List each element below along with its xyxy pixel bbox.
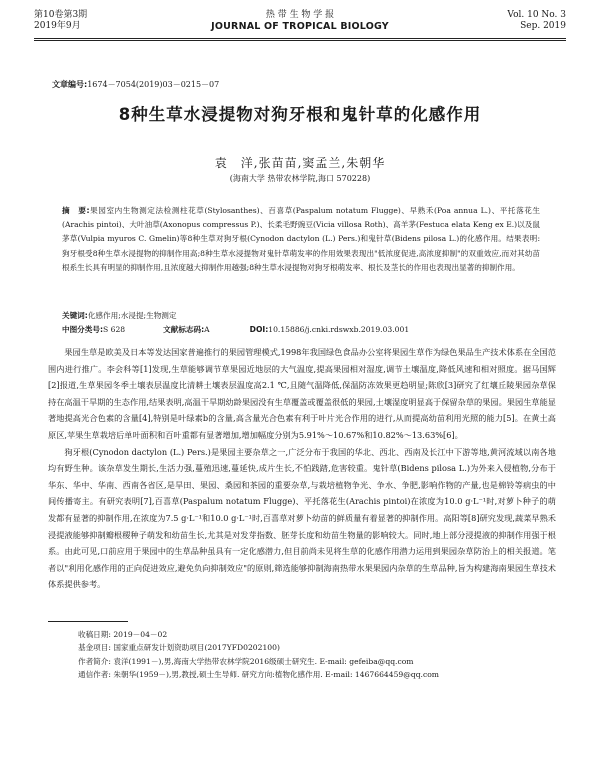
doc-code-label: 文献标志码: bbox=[163, 325, 205, 334]
affiliation: (海南大学 热带农林学院,海口 570228) bbox=[229, 174, 371, 183]
doc-code-value: A bbox=[204, 325, 210, 334]
journal-name-en: JOURNAL OF TROPICAL BIOLOGY bbox=[211, 21, 389, 32]
article-number bbox=[52, 79, 219, 90]
article-number-label: 文章编号: bbox=[52, 80, 88, 89]
paper-title: 8种生草水浸提物对狗牙根和鬼针草的化感作用 bbox=[118, 105, 482, 124]
date-en: Sep. 2019 bbox=[520, 21, 566, 31]
footnote-corresponding: 通信作者: 朱朝华(1959－),男,教授,硕士生导师. 研究方向:植物化感作用. E-mail: 1467664459@qq.com bbox=[78, 670, 439, 680]
footnotes bbox=[78, 628, 558, 682]
footnote-rule bbox=[48, 621, 128, 622]
abstract-text: 果园室内生物测定法检测柱花草(Stylosanthes)、百喜草(Paspalum notatum Flugge)、早熟禾(Poa annua L.)、平托落花生(Arachis pintoi)、大叶油草(Axonopus compressus P.)、长柔毛野豌豆(Vicia villosa Roth)、高羊茅(Festuca elata Keng ex E.)以及鼠茅草(Vulpia myuros C. Gmelin)等8种生草对狗牙根(Cynodon dactylon (L.) Pers.)和鬼针草(Bidens pilosa L.)的化感作用。结果表明:狗牙根受8种生草水浸提物的抑制作用高;8种生草水浸提物对鬼针草萌发率的作用效果表现出"低浓度促进,高浓度抑制"的双重效应,而对其幼苗根系生长具有明显的抑制作用,且浓度越大抑制作用越强;8种生草水浸提物对狗牙根萌发率、根长及茎长的作用也表现出显著的抑制作用。 bbox=[62, 206, 540, 272]
header-rule-bottom bbox=[34, 40, 566, 41]
abstract bbox=[62, 204, 540, 275]
classification-line bbox=[62, 323, 540, 337]
body-paragraph-1: 果园生草是欧美及日本等发达国家普遍推行的果园管理模式,1998年我国绿色食品办公室将果园生草作为绿色果品生产技术体系在全国范围内进行推广。李会科等[1]发现,生草能够调节草果园近地层的大气温度,提高果园相对湿度,调节土壤温度,降低风速和相对照度。据马国辉[2]报道,生草果园冬季土壤表层温度比清耕土壤表层温度高2.1 ℃,且随气温降低,保温防冻效果更趋明显;陈欣[3]研究了红壤丘陵果园杂草保持在高温干旱期的生态作用,结果表明,高温干旱期幼龄果园没有生草覆盖或覆盖很低的果园,土壤湿度明显高于保留杂草的果园。果园生草能显著地提高光合色素的含量[4],特别是叶绿素b的含量,高含量光合色素有利于叶片光合作用的进行,从而提高幼苗利用光照的能力[5]。在黄土高原区,苹果生草栽培后单叶面积和百叶重都有显著增加,增加幅度分别为5.91%～10.67%和10.82%～13.63%[6]。 bbox=[48, 347, 556, 440]
footnote-first-author: 作者简介: 袁洋(1991－),男,海南大学热带农林学院2016级硕士研究生. E-mail: gefeiba@qq.com bbox=[78, 656, 414, 666]
journal-name-cn: 热 带 生 物 学 报 bbox=[265, 10, 335, 20]
footnote-received: 收稿日期: 2019－04－02 bbox=[78, 630, 168, 639]
keywords-label: 关键词: bbox=[62, 311, 88, 320]
header-rule-top bbox=[34, 38, 566, 39]
clc-value: S 628 bbox=[103, 325, 126, 334]
issue-info-en bbox=[507, 10, 566, 32]
doi-label: DOI: bbox=[249, 325, 269, 334]
keywords bbox=[62, 309, 540, 323]
footnote-fund: 基金项目: 国家重点研发计划资助项目(2017YFD0202100) bbox=[78, 643, 280, 653]
author-list: 袁 洋,张苗苗,窦孟兰,朱朝华 bbox=[214, 156, 386, 170]
doi-value: 10.15886/j.cnki.rdswxb.2019.03.001 bbox=[268, 325, 410, 334]
volume-issue-en: Vol. 10 No. 3 bbox=[507, 10, 566, 20]
abstract-label: 摘 要: bbox=[62, 206, 90, 215]
clc-label: 中图分类号: bbox=[62, 325, 104, 334]
article-number-value: 1674－7054(2019)03－0215－07 bbox=[87, 80, 220, 89]
volume-issue-cn: 第10卷第3期 bbox=[34, 10, 88, 20]
journal-name bbox=[34, 10, 566, 32]
body-paragraph-2: 狗牙根(Cynodon dactylon (L.) Pers.)是果园主要杂草之一,广泛分布于我国的华北、西北、西南及长江中下游等地,黄河流域以南各地均有野生种。该杂草发生期长,生活力强,蔓殖迅速,蔓延快,成片生长,不怕践踏,危害较重。鬼针草(Bidens pilosa L.)为外来入侵植物,分布于华东、华中、华南、西南各省区,是旱田、果园、桑园和茶园的重要杂草,与栽培植物争光、争水、争肥,影响作物的产量,也是棉铃等病虫的中间传播寄主。有研究表明[7],百喜草(Paspalum notatum Flugge)、平托落花生(Arachis pintoi)在浓度为10.0 g·L⁻¹时,对萝卜种子的萌发都有显著的抑制作用,在浓度为7.5 g·L⁻¹和10.0 g·L⁻¹时,百喜草对萝卜幼苗的鲜质量有着显著的抑制作用。高阳等[8]研究发现,蔬菜早熟禾浸提液能够抑制瓣根稷种子萌发和幼苗生长,尤其是对发芽指数、胚芽长度和幼苗生物量的影响较大。同时,地上部分浸提液的抑制作用强于根系。由此可见,口前应用于果园中的生草品种虽具有一定化感潜力,但目前尚未见将生草的化感作用潜力运用到果园杂草防治上的相关报道。笔者以"利用化感作用的正向促进效应,避免负向抑制效应"的原则,筛选能够抑制海南热带水果果园内杂草的生草品种,旨为构建海南果园生草技术体系提供参考。 bbox=[48, 446, 556, 590]
date-cn: 2019年9月 bbox=[34, 21, 81, 31]
body-text bbox=[48, 344, 556, 593]
keywords-text: 化感作用;水浸提;生物测定 bbox=[87, 311, 177, 320]
